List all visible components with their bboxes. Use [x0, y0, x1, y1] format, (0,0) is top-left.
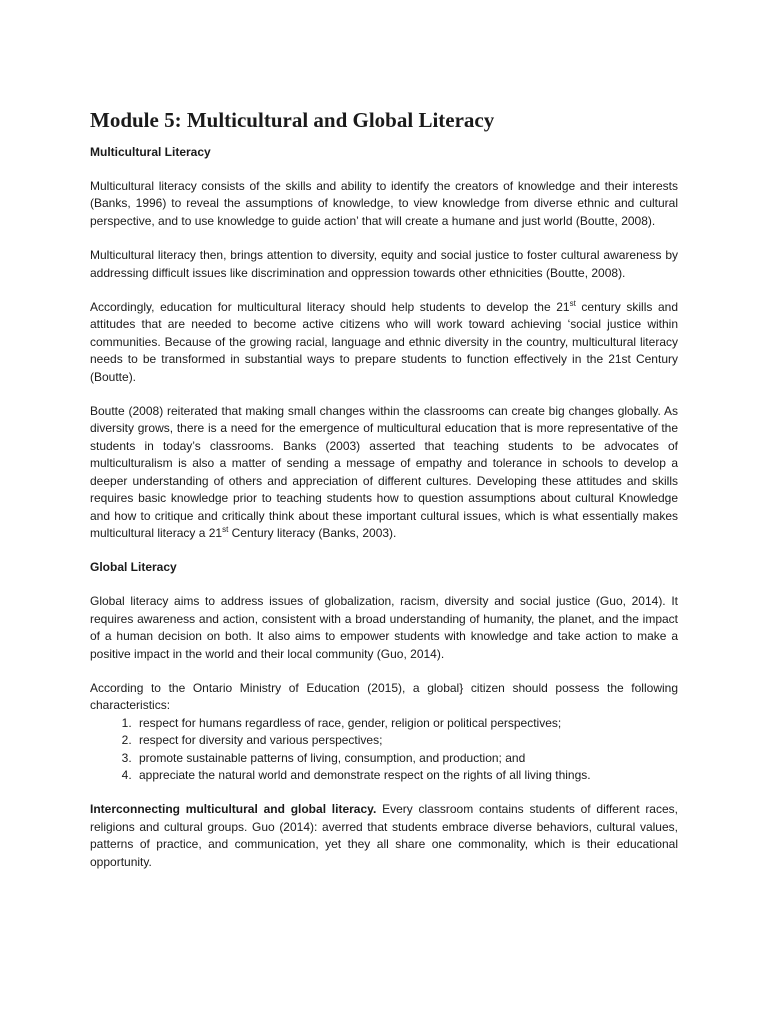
list-item: 2. respect for diversity and various perspectives;	[135, 732, 678, 749]
paragraph-interconnecting	[90, 801, 678, 871]
list-item: 4. appreciate the natural world and demonstrate respect on the rights of all living things.	[135, 767, 678, 784]
superscript-st: st	[569, 299, 576, 309]
document-page	[90, 106, 678, 888]
paragraph-text: Every classroom contains students of different races, religions and cultural groups. Guo (2014): averred that students embrace diverse behaviors, cultural values, patterns of practice, and communication, yet they all share one commonality, which is their educational opportunity.	[90, 802, 678, 869]
paragraph-ontario-ministry: According to the Ontario Ministry of Education (2015), a global} citizen should possess the following characteristics:	[90, 680, 678, 713]
section-heading-global-literacy: Global Literacy	[90, 560, 177, 575]
paragraph-text: Century literacy (Banks, 2003).	[228, 525, 397, 540]
paragraph-text: Accordingly, education for multicultural literacy should help students to develop the 21	[90, 300, 570, 315]
inline-heading-interconnecting: Interconnecting multicultural and global literacy.	[90, 802, 377, 817]
paragraph-multicultural-definition: Multicultural literacy consists of the skills and ability to identify the creators of knowledge and their interests (Banks, 1996) to reveal the assumptions of knowledge, to view knowledge from diverse ethnic and cultural perspective, and to use knowledge to guide action’ that will create a humane and just world (Boutte, 2008).	[90, 179, 678, 228]
superscript-st: st	[222, 524, 229, 534]
paragraph-boutte-reiterated	[90, 403, 678, 542]
paragraph-text: century skills and attitudes that are needed to become active citizens who will work toward achieving ‘social justice within communities. Because of the growing racial, language and ethnic diversity in the country, multicultural literacy needs to be transformed in substantial ways to prepare students to function effectively in the 21st Century (Boutte).	[90, 300, 678, 384]
list-item: 3. promote sustainable patterns of living, consumption, and production; and	[135, 750, 678, 767]
paragraph-global-definition: Global literacy aims to address issues of globalization, racism, diversity and social justice (Guo, 2014). It requires awareness and action, consistent with a broad understanding of humanity, the planet, and the impact of a human decision on both. It also aims to empower students with knowledge and take action to make a positive impact in the world and their local community (Guo, 2014).	[90, 594, 678, 661]
list-item: 1. respect for humans regardless of race, gender, religion or political perspectives;	[135, 715, 678, 732]
document-title: Module 5: Multicultural and Global Literacy	[90, 108, 495, 132]
paragraph-multicultural-education	[90, 299, 678, 386]
paragraph-text: Boutte (2008) reiterated that making small changes within the classrooms can create big changes globally. As diversity grows, there is a need for the emergence of multicultural education that is more representative of the students in today’s classrooms. Banks (2003) asserted that teaching students to be advocates of multiculturalism is also a matter of sending a message of empathy and tolerance in schools to develop a deeper understanding of others and appreciation of different cultures. Developing these attitudes and skills requires basic knowledge prior to teaching students how to question assumptions about cultural Knowledge and how to critique and critically think about these important cultural issues, which is what essentially makes multicultural literacy a 21	[90, 404, 678, 540]
paragraph-multicultural-attention: Multicultural literacy then, brings attention to diversity, equity and social justice to foster cultural awareness by addressing difficult issues like discrimination and oppression towards other ethnicities (Boutte, 2008).	[90, 248, 678, 280]
characteristics-list	[90, 715, 678, 785]
section-heading-multicultural-literacy: Multicultural Literacy	[90, 145, 211, 159]
